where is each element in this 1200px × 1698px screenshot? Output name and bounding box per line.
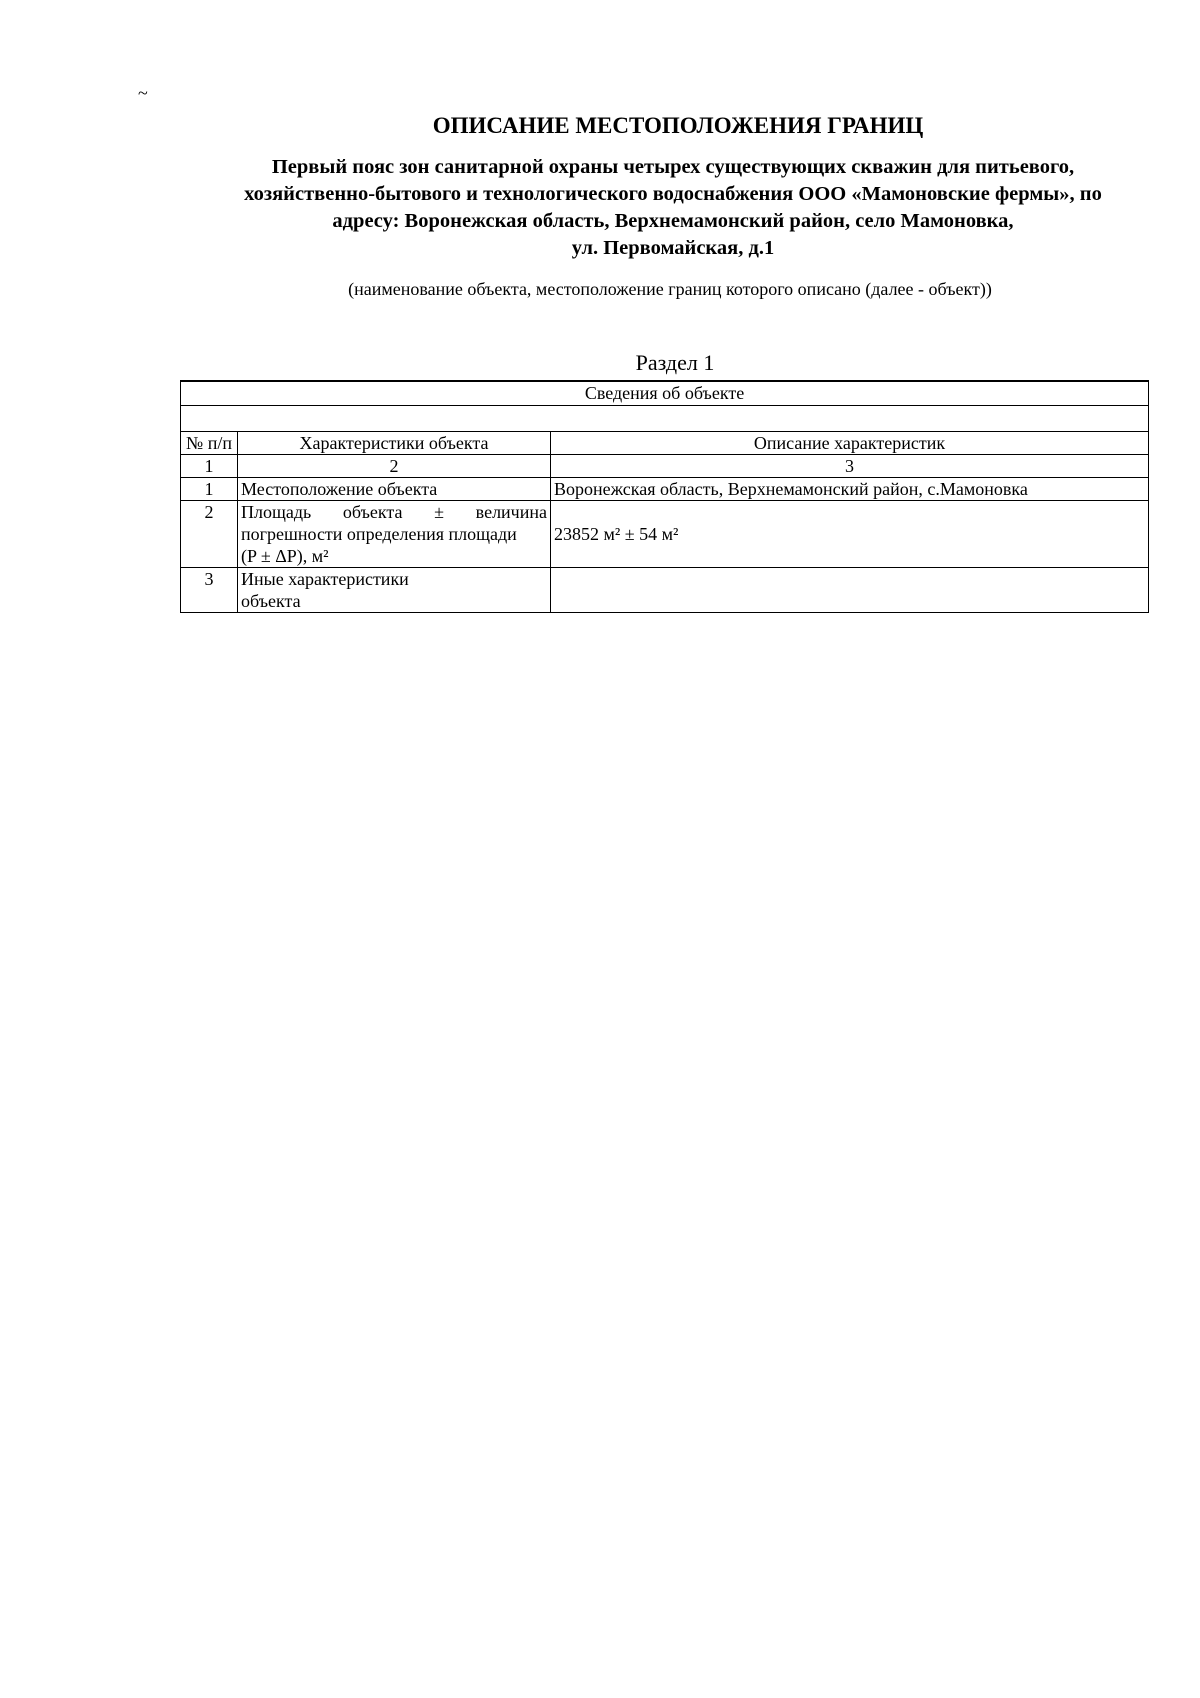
row-2-description: 23852 м² ± 54 м² bbox=[551, 501, 1149, 568]
object-name-caption: (наименование объекта, местоположение границ которого описано (далее - объект)) bbox=[348, 279, 992, 299]
header-num: № п/п bbox=[181, 432, 238, 455]
column-number-1: 1 bbox=[181, 455, 238, 478]
row-1-num: 1 bbox=[181, 478, 238, 501]
row-2-characteristic-line-2: погрешности определения площади bbox=[241, 524, 517, 544]
table-row bbox=[181, 478, 1149, 501]
row-3-characteristic-line-2: объекта bbox=[241, 591, 301, 611]
header-characteristic: Характеристики объекта bbox=[238, 432, 551, 455]
object-info-table bbox=[180, 380, 1149, 613]
scan-mark: ~ bbox=[138, 83, 148, 103]
table-row bbox=[181, 568, 1149, 613]
row-3-characteristic-line-1: Иные характеристики bbox=[241, 569, 409, 589]
row-1-description: Воронежская область, Верхнемамонский район, с.Мамоновка bbox=[551, 478, 1149, 501]
object-name-line-3: адресу: Воронежская область, Верхнемамонский район, село Мамоновка, bbox=[332, 210, 1014, 232]
column-number-3: 3 bbox=[551, 455, 1149, 478]
table-empty-cell bbox=[181, 406, 1149, 432]
row-3-description bbox=[551, 568, 1149, 613]
object-name-line-1: Первый пояс зон санитарной охраны четырех существующих скважин для питьевого, bbox=[271, 156, 1075, 178]
header-description: Описание характеристик bbox=[551, 432, 1149, 455]
table-row bbox=[181, 501, 1149, 568]
column-number-2: 2 bbox=[238, 455, 551, 478]
object-name-line-4: ул. Первомайская, д.1 bbox=[571, 237, 775, 259]
document-title: ОПИСАНИЕ МЕСТОПОЛОЖЕНИЯ ГРАНИЦ bbox=[432, 113, 924, 138]
section-label: Раздел 1 bbox=[635, 350, 715, 375]
row-1-characteristic: Местоположение объекта bbox=[238, 478, 551, 501]
table-header-row bbox=[181, 432, 1149, 455]
object-name-line-2: хозяйственно-бытового и технологического водоснабжения ООО «Мамоновские фермы», по bbox=[244, 183, 1102, 205]
table-title: Сведения об объекте bbox=[181, 381, 1149, 406]
row-2-characteristic-line-1: Площадь объекта ± величина bbox=[241, 502, 547, 522]
row-3-num: 3 bbox=[181, 568, 238, 613]
row-2-characteristic-line-3: (P ± ΔP), м² bbox=[241, 546, 329, 566]
row-2-characteristic bbox=[238, 501, 551, 568]
table-empty-row bbox=[181, 406, 1149, 432]
row-2-num: 2 bbox=[181, 501, 238, 568]
table-title-row bbox=[181, 381, 1149, 406]
object-name bbox=[190, 154, 1156, 262]
table-column-numbers-row bbox=[181, 455, 1149, 478]
row-3-characteristic bbox=[238, 568, 551, 613]
